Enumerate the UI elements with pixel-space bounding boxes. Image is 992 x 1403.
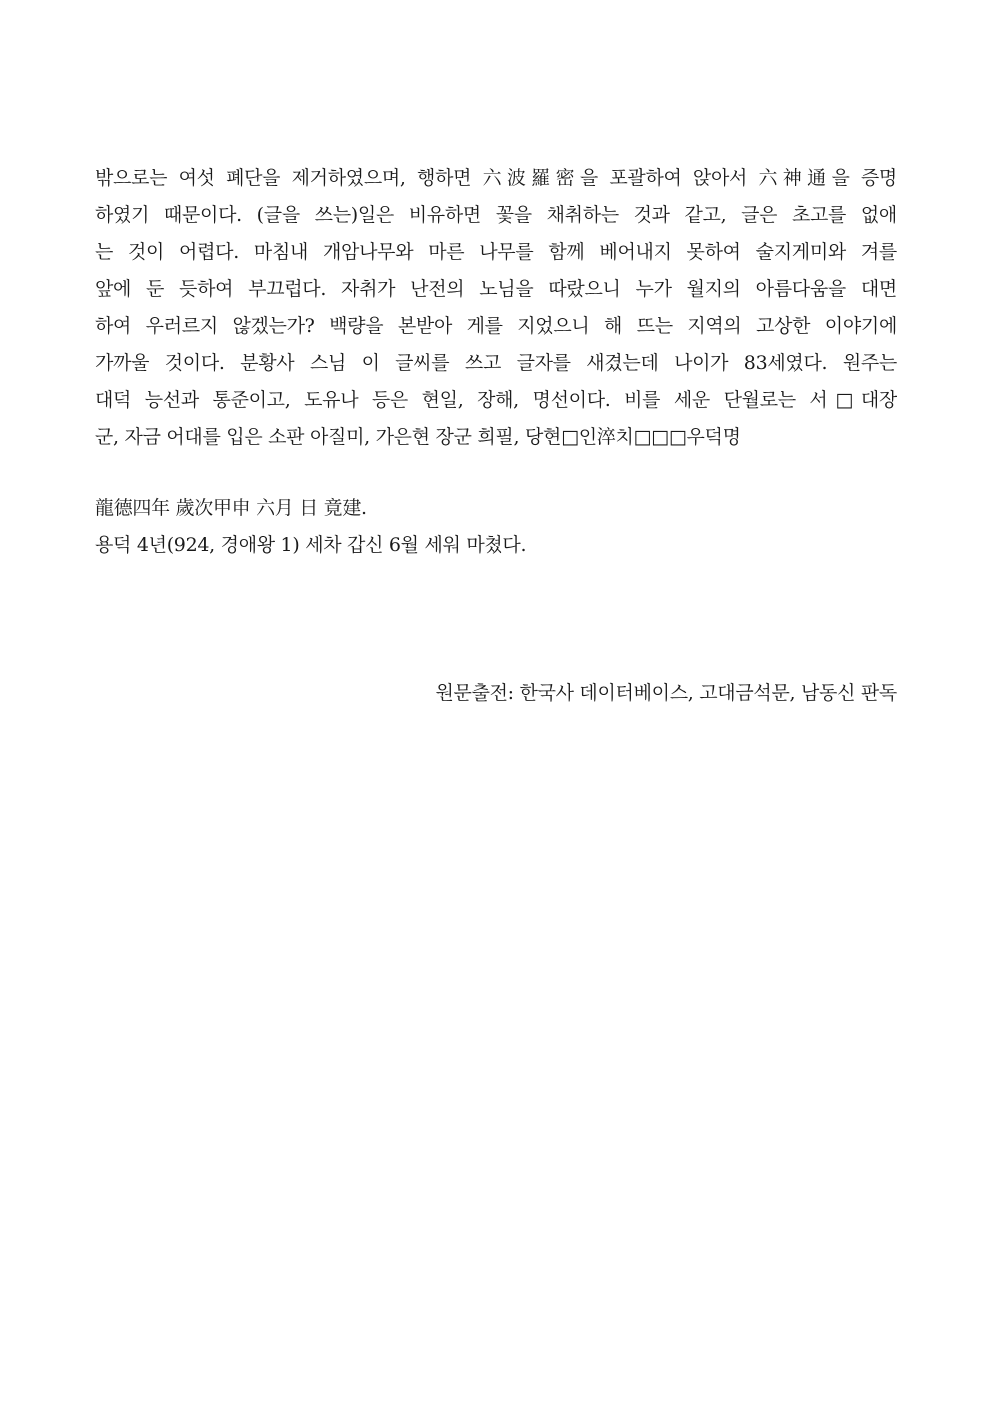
paragraph-line: 앞에 둔 듯하여 부끄럽다. 자취가 난전의 노님을 따랐으니 누가 월지의 아름다움을 대면 [95,278,897,300]
paragraph-line: 가까울 것이다. 분황사 스님 이 글씨를 쓰고 글자를 새겼는데 나이가 83세였다. 원주는 [95,352,897,374]
paragraph-line: 하였기 때문이다. (글을 쓰는)일은 비유하면 꽃을 채취하는 것과 같고, 글은 초고를 없애 [95,204,897,226]
paragraph-line: 밖으로는 여섯 폐단을 제거하였으며, 행하면 六波羅密을 포괄하여 앉아서 六神通을 증명 [95,167,897,189]
inscription-translation-paragraph [95,160,897,456]
paragraph-line: 는 것이 어렵다. 마침내 개암나무와 마른 나무를 함께 베어내지 못하여 술지게미와 겨를 [95,241,897,263]
paragraph-line: 하여 우러르지 않겠는가? 백량을 본받아 게를 지었으니 해 뜨는 지역의 고상한 이야기에 [95,315,897,337]
paragraph-line: 대덕 능선과 통준이고, 도유나 등은 현일, 장해, 명선이다. 비를 세운 단월로는 서□대장 [95,389,897,411]
date-translation-text: 용덕 4년(924, 경애왕 1) 세차 갑신 6월 세워 마쳤다. [95,534,527,556]
date-block [95,490,897,564]
paragraph-line: 군, 자금 어대를 입은 소판 아질미, 가은현 장군 희필, 당현□인淬치□□□우덕명 [95,426,741,448]
source-citation: 원문출전: 한국사 데이터베이스, 고대금석문, 남동신 판독 [435,682,897,704]
date-original-text: 龍德四年 歲次甲申 六月 日 竟建. [95,497,367,519]
